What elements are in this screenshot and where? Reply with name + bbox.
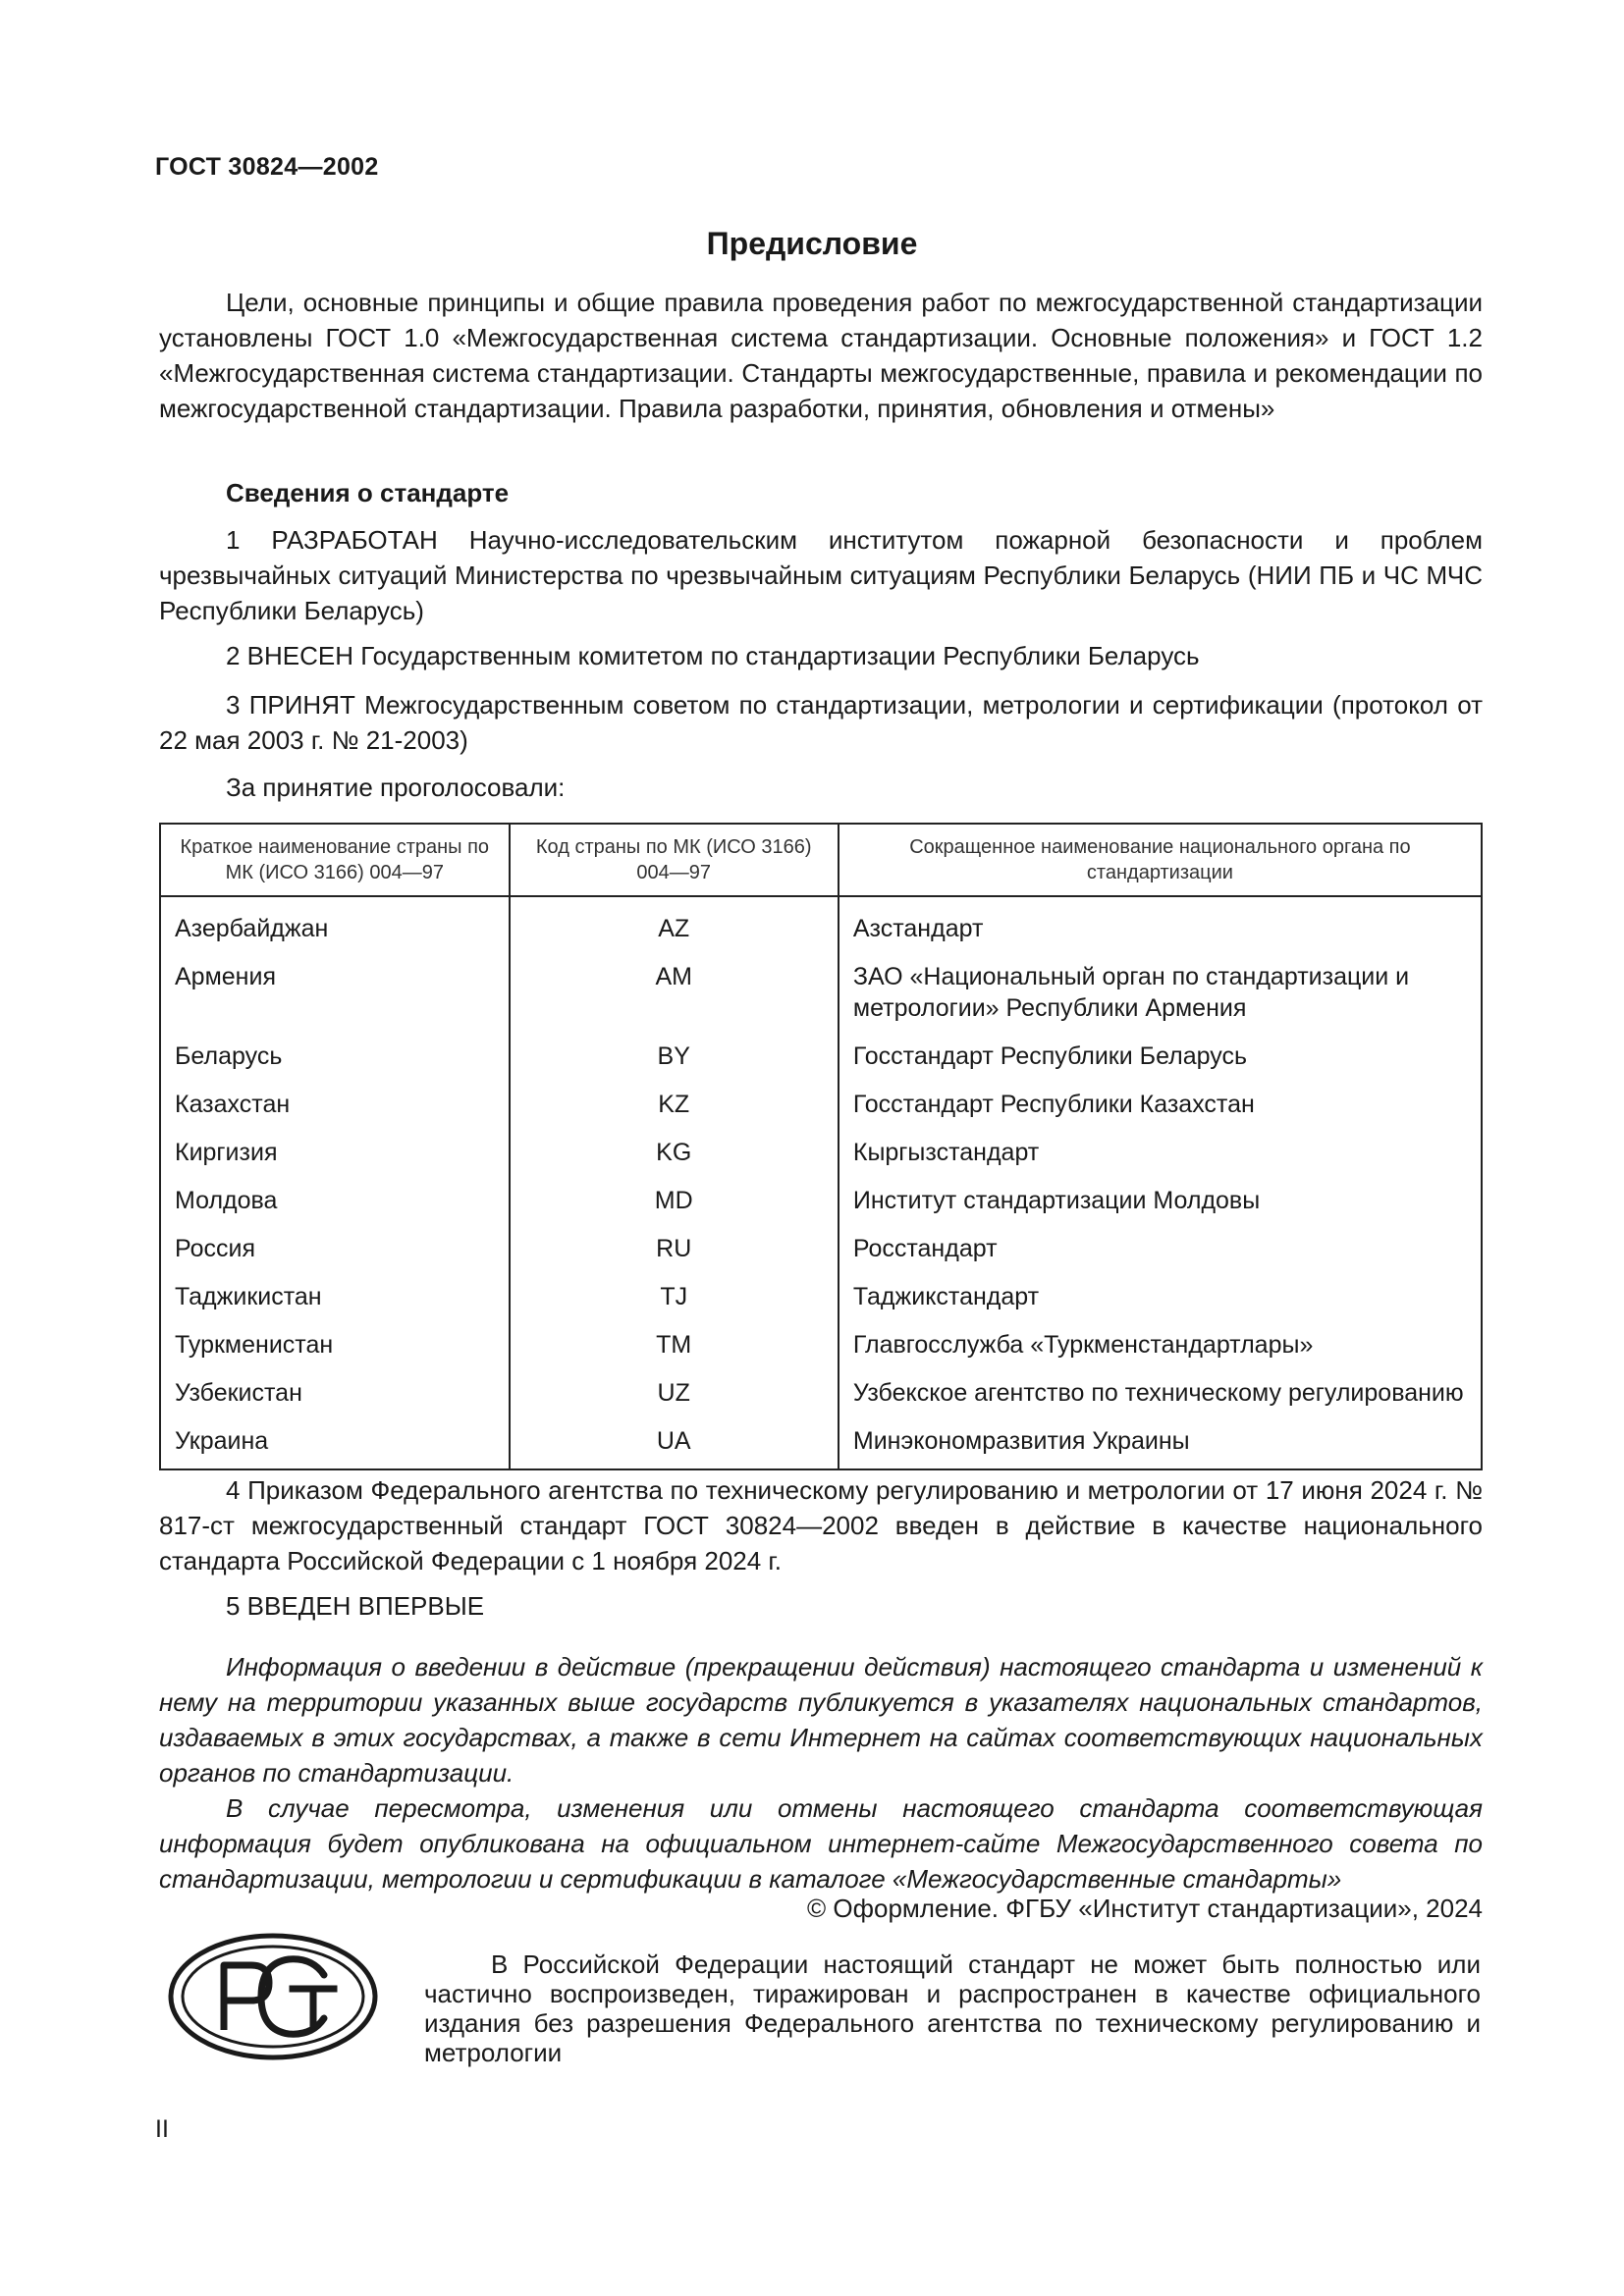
pst-logo-icon [167,1932,379,2061]
voted-label: За принятие проголосовали: [226,773,566,802]
code-cell: UA [510,1417,839,1469]
body-cell: Госстандарт Республики Казахстан [839,1081,1482,1129]
body-cell: ЗАО «Национальный орган по стандартизации и метрологии» Республики Армения [839,953,1482,1033]
country-cell: Казахстан [160,1081,510,1129]
code-cell: RU [510,1225,839,1273]
body-cell: Росстандарт [839,1225,1482,1273]
body-cell: Азстандарт [839,896,1482,953]
revision-info: В случае пересмотра, изменения или отмены настоящего стандарта соответствующая информация будет опубликована на официальном интернет-сайте Межгосударственного совета по стандартизации, метрологии и сертификации в каталоге «Межгосударственные стандарты» [159,1793,1483,1894]
code-cell: KZ [510,1081,839,1129]
code-cell: AZ [510,896,839,953]
country-cell: Россия [160,1225,510,1273]
copyright-line: © Оформление. ФГБУ «Институт стандартизации», 2024 [807,1894,1483,1923]
table-row [160,1177,1482,1225]
table-row [160,1369,1482,1417]
country-cell: Киргизия [160,1129,510,1177]
country-cell: Азербайджан [160,896,510,953]
table-row [160,1129,1482,1177]
code-cell: TM [510,1321,839,1369]
body-cell: Кыргызстандарт [839,1129,1482,1177]
standard-info-heading: Сведения о стандарте [226,478,510,507]
country-cell: Таджикистан [160,1273,510,1321]
table-row [160,1081,1482,1129]
code-cell: BY [510,1033,839,1081]
body-cell: Минэкономразвития Украины [839,1417,1482,1469]
column-header-body: Сокращенное наименование национального органа по стандартизации [839,824,1482,896]
code-cell: AM [510,953,839,1033]
country-cell: Армения [160,953,510,1033]
country-cell: Узбекистан [160,1369,510,1417]
item-introduced-by: 2 ВНЕСЕН Государственным комитетом по стандартизации Республики Беларусь [226,641,1200,670]
page-number: II [155,2115,169,2143]
country-cell: Туркменистан [160,1321,510,1369]
table-row [160,953,1482,1033]
code-cell: UZ [510,1369,839,1417]
table-row [160,1225,1482,1273]
code-cell: MD [510,1177,839,1225]
item-first-time: 5 ВВЕДЕН ВПЕРВЫЕ [226,1591,485,1621]
table-row [160,1417,1482,1469]
code-cell: KG [510,1129,839,1177]
column-header-code: Код страны по МК (ИСО 3166) 004—97 [510,824,839,896]
code-cell: TJ [510,1273,839,1321]
body-cell: Госстандарт Республики Беларусь [839,1033,1482,1081]
item-adopted: 3 ПРИНЯТ Межгосударственным советом по стандартизации, метрологии и сертификации (протокол от 22 мая 2003 г. № 21-2003) [159,690,1483,755]
intro-paragraph: Цели, основные принципы и общие правила проведения работ по межгосударственной стандартизации установлены ГОСТ 1.0 «Межгосударственная система стандартизации. Основные положения» и ГОСТ 1.2 «Межгосударственная система стандартизации. Стандарты межгосударственные, правила и рекомендации по межгосударственной стандартизации. Правила разработки, принятия, обновления и отмены» [159,288,1483,423]
item-developed: 1 РАЗРАБОТАН Научно-исследовательским институтом пожарной безопасности и проблем чрезвычайных ситуаций Министерства по чрезвычайным ситуациям Республики Беларусь (НИИ ПБ и ЧС МЧС Республики Беларусь) [159,525,1483,625]
country-cell: Беларусь [160,1033,510,1081]
body-cell: Главгосслужба «Туркменстандартлары» [839,1321,1482,1369]
document-code: ГОСТ 30824—2002 [155,153,379,181]
implementation-info: Информация о введении в действие (прекращении действия) настоящего стандарта и изменений к нему на территории указанных выше государств публикуется в указателях национальных стандартов, издаваемых в этих государствах, а также в сети Интернет на сайтах соответствующих национальных органов по стандартизации. [159,1652,1483,1788]
table-row [160,1033,1482,1081]
table-header-row [160,824,1482,896]
table-row [160,1273,1482,1321]
country-cell: Украина [160,1417,510,1469]
body-cell: Узбекское агентство по техническому регулированию [839,1369,1482,1417]
item-order: 4 Приказом Федерального агентства по техническому регулированию и метрологии от 17 июня 2024 г. № 817-ст межгосударственный стандарт ГОСТ 30824—2002 введен в действие в качестве национального стандарта Российской Федерации с 1 ноября 2024 г. [159,1475,1483,1575]
voting-table [159,823,1483,1470]
table-row [160,1321,1482,1369]
reproduction-notice: В Российской Федерации настоящий стандарт не может быть полностью или частично воспроизведен, тиражирован и распространен в качестве официального издания без разрешения Федерального агентства по техническому регулированию и метрологии [424,1949,1481,2067]
table-row [160,896,1482,953]
body-cell: Институт стандартизации Молдовы [839,1177,1482,1225]
country-cell: Молдова [160,1177,510,1225]
column-header-country: Краткое наименование страны по МК (ИСО 3166) 004—97 [160,824,510,896]
body-cell: Таджикстандарт [839,1273,1482,1321]
page-title: Предисловие [706,226,918,261]
